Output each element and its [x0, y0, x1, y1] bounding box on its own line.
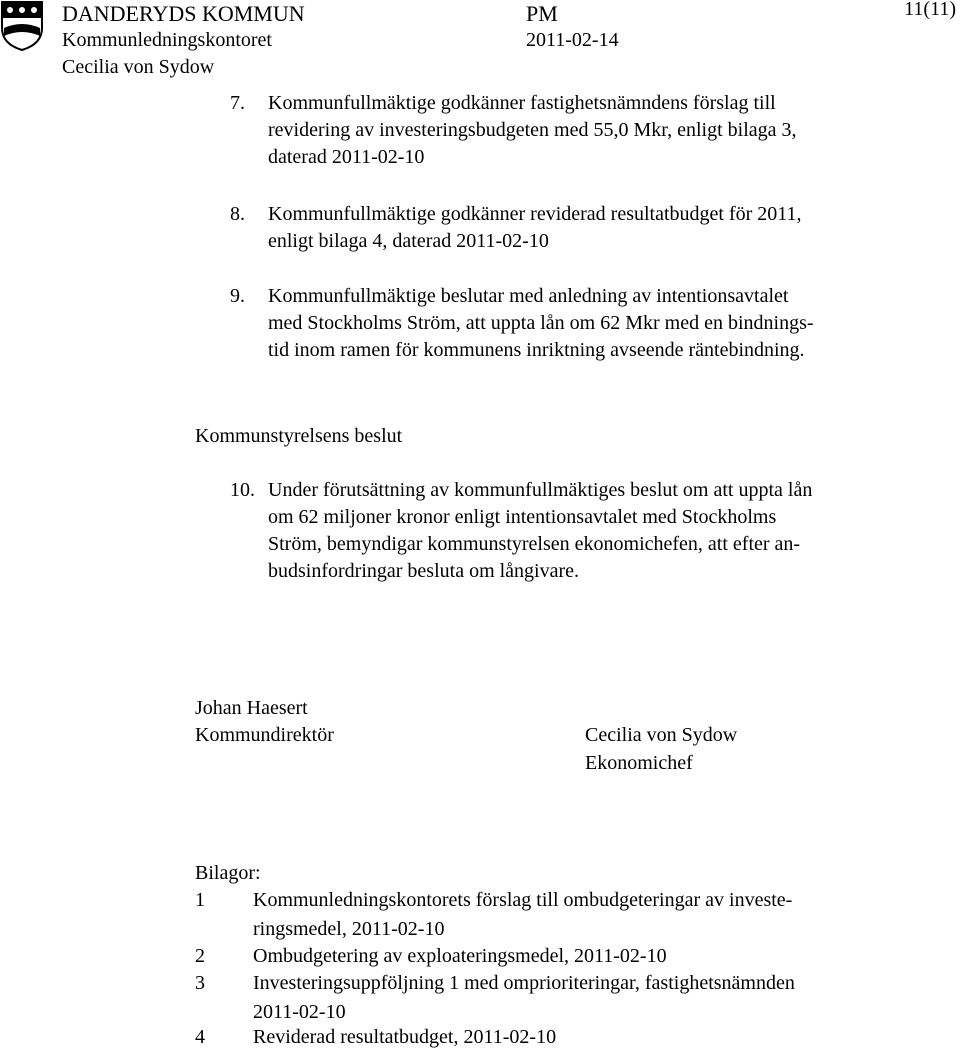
attachment-number: 2 — [195, 945, 205, 967]
signatory-right-title: Ekonomichef — [585, 752, 693, 774]
page-number: 11(11) — [904, 0, 956, 20]
attachment-text-line: Kommunledningskontorets förslag till ombudgeteringar av investe- — [253, 889, 793, 911]
document-type: PM — [526, 1, 558, 26]
office-name: Kommunledningskontoret — [62, 29, 272, 51]
signatory-left-name: Johan Haesert — [195, 697, 308, 719]
signatory-right-name: Cecilia von Sydow — [585, 724, 738, 746]
attachment-number: 1 — [195, 889, 205, 911]
attachment-text-line: Reviderad resultatbudget, 2011-02-10 — [253, 1026, 557, 1048]
attachment-number: 4 — [195, 1026, 205, 1048]
item-text-line: budsinfordringar besluta om långivare. — [268, 560, 580, 582]
attachment-number: 3 — [195, 972, 205, 994]
document-date: 2011-02-14 — [526, 29, 619, 51]
item-text-line: om 62 miljoner kronor enligt intentionsavtalet med Stockholms — [268, 506, 777, 528]
item-number: 8. — [230, 203, 245, 225]
item-text-line: daterad 2011-02-10 — [268, 146, 425, 168]
item-text-line: med Stockholms Ström, att uppta lån om 62 Mkr med en bindnings- — [268, 312, 814, 334]
item-text-line: revidering av investeringsbudgeten med 55,0 Mkr, enligt bilaga 3, — [268, 119, 797, 141]
attachment-text-line: 2011-02-10 — [253, 1001, 346, 1023]
organization-name: DANDERYDS KOMMUN — [62, 1, 305, 26]
attachment-text-line: Investeringsuppföljning 1 med omprioriteringar, fastighetsnämnden — [253, 972, 795, 994]
item-text-line: Kommunfullmäktige beslutar med anledning av intentionsavtalet — [268, 285, 789, 307]
author-name: Cecilia von Sydow — [62, 56, 215, 78]
signatory-left-title: Kommundirektör — [195, 724, 334, 746]
attachments-heading: Bilagor: — [195, 862, 261, 884]
item-text-line: tid inom ramen för kommunens inriktning avseende räntebindning. — [268, 339, 805, 361]
item-text-line: enligt bilaga 4, daterad 2011-02-10 — [268, 230, 549, 252]
coat-of-arms-logo-icon — [0, 0, 44, 52]
item-number: 9. — [230, 285, 245, 307]
section-heading: Kommunstyrelsens beslut — [195, 425, 403, 447]
item-text-line: Kommunfullmäktige godkänner fastighetsnämndens förslag till — [268, 92, 776, 114]
item-text-line: Under förutsättning av kommunfullmäktiges beslut om att uppta lån — [268, 479, 813, 501]
item-number: 7. — [230, 92, 245, 114]
item-text-line: Ström, bemyndigar kommunstyrelsen ekonomichefen, att efter an- — [268, 533, 801, 555]
item-number: 10. — [230, 479, 255, 501]
item-text-line: Kommunfullmäktige godkänner reviderad resultatbudget för 2011, — [268, 203, 802, 225]
attachment-text-line: ringsmedel, 2011-02-10 — [253, 918, 445, 940]
attachment-text-line: Ombudgetering av exploateringsmedel, 2011-02-10 — [253, 945, 667, 967]
